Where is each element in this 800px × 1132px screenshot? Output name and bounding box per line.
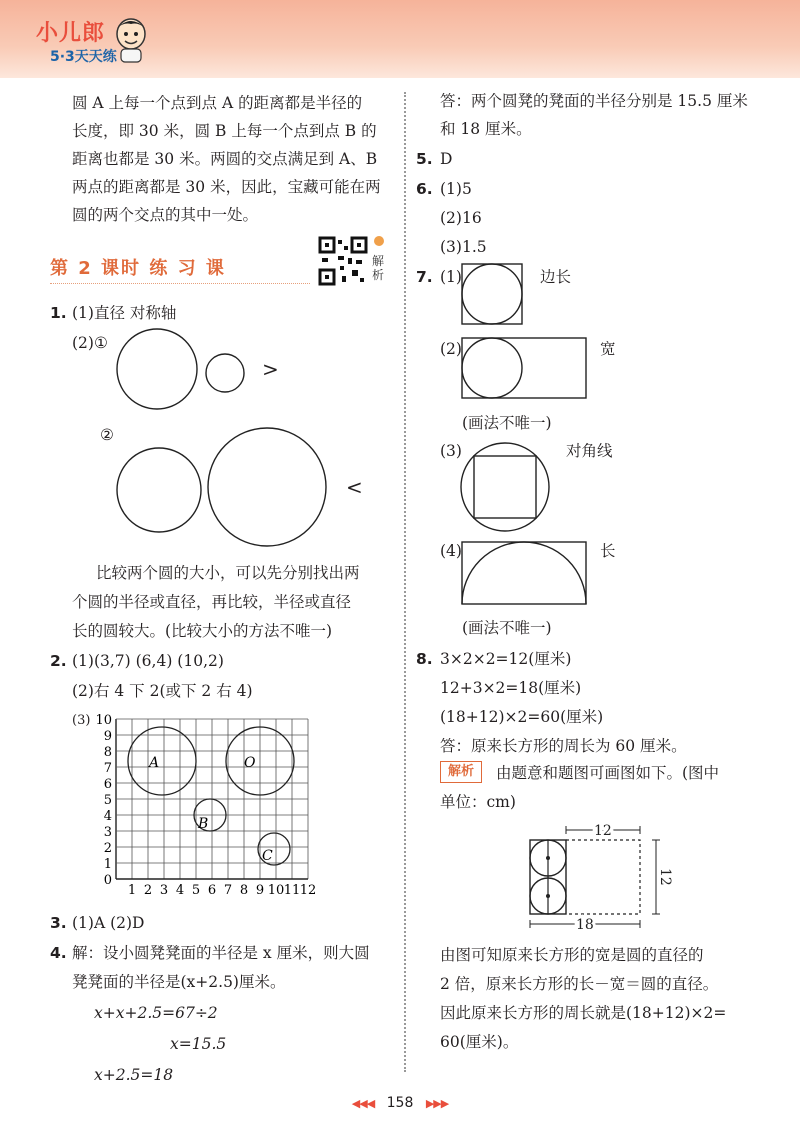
q8-line-1: 3×2×2=12(厘米) [440,650,572,668]
q7-word-3: 对角线 [566,442,613,460]
q4-line-1: 解：设小圆凳凳面的半径是 x 厘米，则大圆 [72,944,370,962]
q7-label-2: (2) [440,340,462,358]
q8-number: 8. [416,650,433,668]
q4-number: 4. [50,944,67,962]
q7-note-2: (画法不唯一) [462,619,552,637]
intro-line-5: 圆的两个交点的其中一处。 [72,206,259,224]
x-tick-label: 10 [267,883,285,898]
next-arrows-icon: ▶▶▶ [425,1097,449,1110]
q2-answer-2: (2)右 4 下 2(或下 2 右 4) [72,682,253,700]
q7-note-1: (画法不唯一) [462,414,552,432]
q8-conclusion-2: 2 倍，原来长方形的长－宽＝圆的直径。 [440,975,719,993]
q1-number: 1. [50,304,67,322]
page-number: 158 [386,1095,414,1111]
intro-line-1: 圆 A 上每一个点到点 A 的距离都是半径的 [72,94,363,112]
q8-conclusion-1: 由图可知原来长方形的宽是圆的直径的 [440,946,704,964]
q8-dim-top: 12 [594,823,612,839]
y-tick-label: 4 [103,809,112,824]
page-footer [0,1095,800,1111]
grid-label-o: O [244,755,256,771]
q8-dim-right: 12 [657,868,673,886]
q5-answer: D [440,150,453,168]
y-tick-label: 8 [103,745,112,760]
analysis-tag: 解析 [440,761,482,783]
prev-arrows-icon: ◀◀◀ [351,1097,375,1110]
y-tick-label: 10 [95,713,112,728]
q8-dim-bottom: 18 [576,917,594,933]
q7-label-3: (3) [440,442,462,460]
intro-line-2: 长度，即 30 米，圆 B 上每一个点到点 B 的 [72,122,377,140]
y-tick-label: 3 [103,825,112,840]
qr-label: 解析 [372,254,385,282]
q4-equation-3: x+2.5=18 [94,1066,174,1084]
q1-compare-symbol-2: < [346,475,363,499]
q8-analysis-1: 由题意和题图可画图如下。(图中 [496,764,720,782]
series-name: 5·3天天练 [50,49,117,65]
q6-answer-1: (1)5 [440,180,472,198]
q8-line-4: 答：原来长方形的周长为 60 厘米。 [440,737,687,755]
y-tick-label: 5 [103,793,112,808]
q6-number: 6. [416,180,433,198]
x-tick-label: 1 [127,883,137,898]
q7-label-4: (4) [440,542,462,560]
x-tick-label: 6 [207,883,217,898]
q6-answer-2: (2)16 [440,209,482,227]
x-tick-label: 5 [191,883,201,898]
intro-line-4: 两点的距离都是 30 米，因此，宝藏可能在两 [72,178,381,196]
q1-sub2-label: ② [100,426,114,444]
q1-explain-2: 个圆的半径或直径，再比较，半径或直径 [72,593,352,611]
q2-grid-label: (3) [72,713,91,728]
q7-label-1: (1) [440,268,462,286]
q7-word-2: 宽 [600,340,616,358]
x-tick-label: 2 [143,883,153,898]
q4-line-2: 凳凳面的半径是(x+2.5)厘米。 [72,973,286,991]
x-tick-label: 4 [175,883,185,898]
x-tick-label: 8 [239,883,249,898]
q7-word-4: 长 [600,542,616,560]
q3-number: 3. [50,914,67,932]
intro-line-3: 距离也都是 30 米。两圆的交点满足到 A、B [72,150,378,168]
q2-answer-1: (1)(3,7) (6,4) (10,2) [72,652,224,670]
y-tick-label: 2 [103,841,112,856]
q6-answer-3: (3)1.5 [440,238,487,256]
brand-logo-text: 小儿郎 [36,21,106,46]
q4-equation-1: x+x+2.5=67÷2 [94,1004,218,1022]
q8-line-2: 12+3×2=18(厘米) [440,679,582,697]
q2-number: 2. [50,652,67,670]
grid-label-b: B [198,816,209,832]
q8-analysis-2: 单位：cm) [440,793,516,811]
q8-line-3: (18+12)×2=60(厘米) [440,708,604,726]
q8-conclusion-3: 因此原来长方形的周长就是(18+12)×2= [440,1004,727,1022]
q1-compare-symbol-1: > [262,357,279,381]
q4-equation-2: x=15.5 [170,1035,227,1053]
q1-part2-label: (2)① [72,334,108,352]
q5-number: 5. [416,150,433,168]
grid-label-a: A [149,755,160,771]
lesson-title: 第 2 课时 练 习 课 [50,258,226,279]
y-tick-label: 7 [103,761,112,776]
y-tick-label: 1 [103,857,112,872]
grid-label-c: C [262,848,273,864]
y-tick-label: 9 [103,729,112,744]
x-tick-label: 11 [283,883,301,898]
x-tick-label: 9 [255,883,265,898]
q4-answer-line-1: 答：两个圆凳的凳面的半径分别是 15.5 厘米 [440,92,748,110]
x-tick-label: 12 [299,883,317,898]
q1-explain-3: 长的圆较大。(比较大小的方法不唯一) [72,622,333,640]
y-tick-label: 0 [103,873,112,888]
y-tick-label: 6 [103,777,112,792]
q8-conclusion-4: 60(厘米)。 [440,1033,519,1051]
q8-dashed-rect [566,840,640,914]
q7-word-1: 边长 [540,268,572,286]
q4-answer-line-2: 和 18 厘米。 [440,120,532,138]
x-tick-label: 7 [223,883,233,898]
x-tick-label: 3 [159,883,169,898]
q7-number: 7. [416,268,433,286]
q3-answer: (1)A (2)D [72,914,145,932]
q1-answer-1: (1)直径 对称轴 [72,304,177,322]
q1-explain-1: 比较两个圆的大小，可以先分别找出两 [96,564,360,582]
